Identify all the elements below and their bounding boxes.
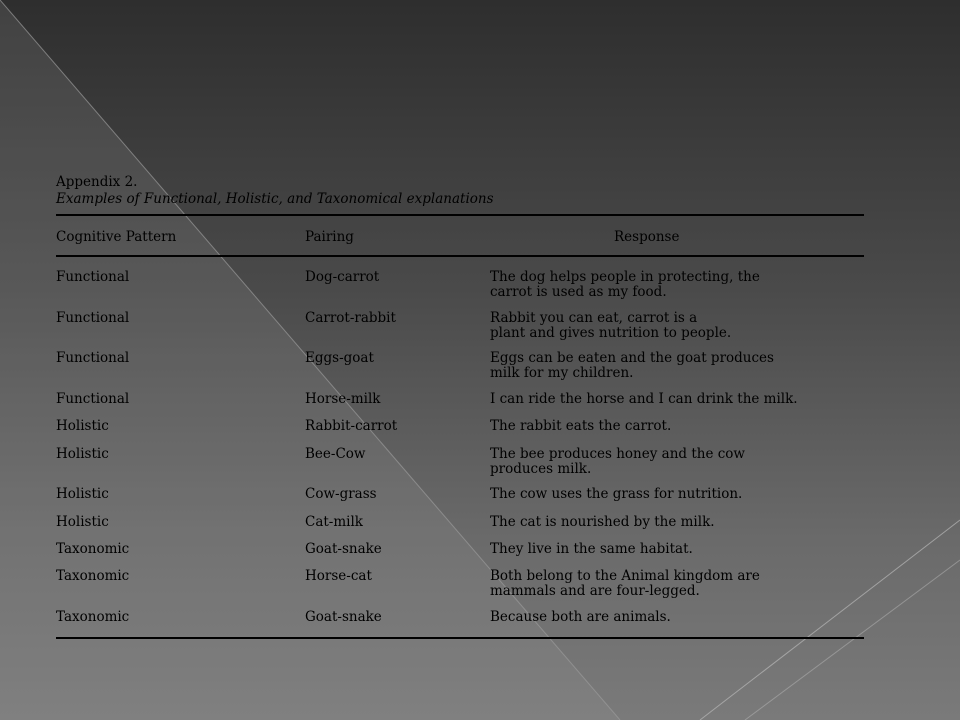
pairing-cell: Carrot-rabbit xyxy=(305,310,396,326)
cognitive-pattern-cell: Functional xyxy=(56,350,130,366)
appendix-heading xyxy=(56,174,866,208)
response-cell xyxy=(490,487,865,502)
response-cell xyxy=(490,447,865,477)
appendix-subtitle: Examples of Functional, Holistic, and Taxonomical explanations xyxy=(56,191,494,207)
table-bottom-rule xyxy=(56,637,864,639)
cognitive-pattern-cell: Taxonomic xyxy=(56,568,130,584)
response-line: plant and gives nutrition to people. xyxy=(490,325,732,341)
response-line: Rabbit you can eat, carrot is a xyxy=(490,310,698,326)
table-top-rule xyxy=(56,214,864,216)
response-cell xyxy=(490,351,865,381)
response-line: I can ride the horse and I can drink the milk. xyxy=(490,391,798,407)
response-line: The dog helps people in protecting, the xyxy=(490,269,760,285)
cognitive-pattern-cell: Functional xyxy=(56,310,130,326)
response-line: mammals and are four-legged. xyxy=(490,583,700,599)
cognitive-pattern-cell: Functional xyxy=(56,269,130,285)
response-line: Both belong to the Animal kingdom are xyxy=(490,568,760,584)
response-line: The rabbit eats the carrot. xyxy=(490,418,672,434)
response-cell xyxy=(490,311,865,341)
header-pairing: Pairing xyxy=(305,229,354,245)
response-cell xyxy=(490,419,865,434)
response-line: produces milk. xyxy=(490,461,592,477)
pairing-cell: Goat-snake xyxy=(305,541,382,557)
pairing-cell: Cow-grass xyxy=(305,486,377,502)
cognitive-pattern-cell: Holistic xyxy=(56,418,109,434)
response-line: They live in the same habitat. xyxy=(490,541,693,557)
pairing-cell: Dog-carrot xyxy=(305,269,380,285)
response-line: The cow uses the grass for nutrition. xyxy=(490,486,743,502)
response-line: milk for my children. xyxy=(490,365,634,381)
cognitive-pattern-cell: Holistic xyxy=(56,486,109,502)
response-line: The bee produces honey and the cow xyxy=(490,446,745,462)
response-cell xyxy=(490,515,865,530)
response-cell xyxy=(490,569,865,599)
pairing-cell: Bee-Cow xyxy=(305,446,366,462)
response-line: carrot is used as my food. xyxy=(490,284,667,300)
response-line: The cat is nourished by the milk. xyxy=(490,514,715,530)
cognitive-pattern-cell: Functional xyxy=(56,391,130,407)
pairing-cell: Horse-cat xyxy=(305,568,372,584)
appendix-title: Appendix 2. xyxy=(56,174,138,190)
cognitive-pattern-cell: Holistic xyxy=(56,514,109,530)
response-cell xyxy=(490,610,865,625)
cognitive-pattern-cell: Taxonomic xyxy=(56,609,130,625)
pairing-cell: Goat-snake xyxy=(305,609,382,625)
cognitive-pattern-cell: Holistic xyxy=(56,446,109,462)
cognitive-pattern-cell: Taxonomic xyxy=(56,541,130,557)
response-line: Eggs can be eaten and the goat produces xyxy=(490,350,774,366)
response-line: Because both are animals. xyxy=(490,609,671,625)
pairing-cell: Rabbit-carrot xyxy=(305,418,398,434)
header-cognitive-pattern: Cognitive Pattern xyxy=(56,229,177,245)
pairing-cell: Horse-milk xyxy=(305,391,381,407)
table-header-rule xyxy=(56,255,864,257)
pairing-cell: Eggs-goat xyxy=(305,350,374,366)
response-cell xyxy=(490,270,865,300)
header-response: Response xyxy=(614,229,680,245)
pairing-cell: Cat-milk xyxy=(305,514,363,530)
response-cell xyxy=(490,392,865,407)
response-cell xyxy=(490,542,865,557)
